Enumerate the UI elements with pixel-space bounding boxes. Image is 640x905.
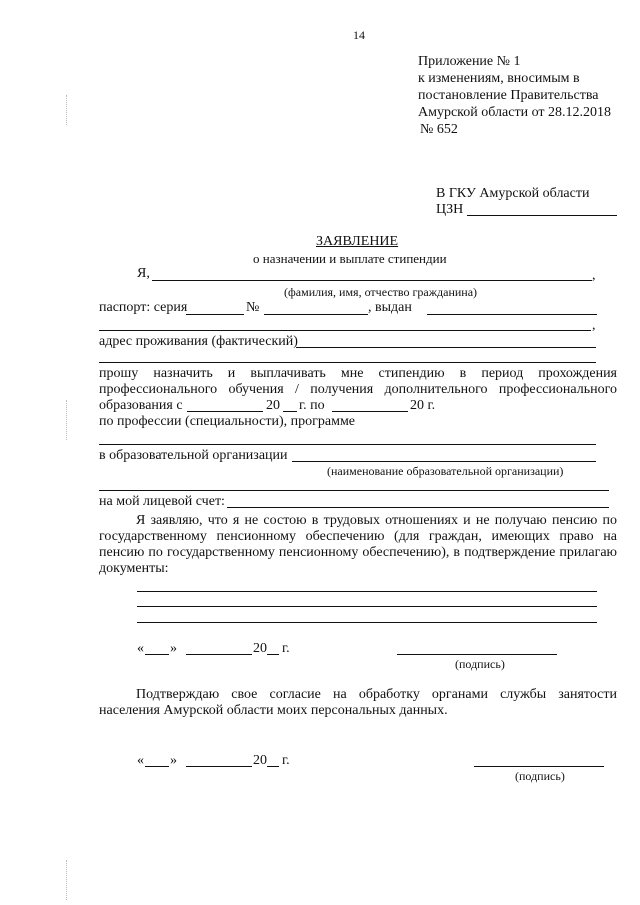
issued-by-field[interactable] [427, 314, 597, 315]
day-field[interactable] [145, 766, 169, 767]
comma: , [592, 268, 596, 283]
passport-series-field[interactable] [186, 314, 244, 315]
signature-caption: (подпись) [515, 769, 565, 783]
profession-field[interactable] [99, 444, 596, 445]
address-field-2[interactable] [99, 362, 596, 363]
scan-mark [66, 860, 69, 900]
account-field[interactable] [227, 507, 609, 508]
scan-mark [66, 400, 69, 440]
documents-field-2[interactable] [137, 606, 597, 607]
year-field[interactable] [267, 766, 279, 767]
consent-line-2: населения Амурской области моих персональных данных. [99, 703, 448, 718]
appendix-line-2: к изменениям, вносимым в [418, 71, 580, 86]
date-close-quote: » [170, 753, 177, 768]
passport-number-field[interactable] [264, 314, 368, 315]
scan-mark [66, 95, 69, 125]
appendix-line-5: № 652 [420, 122, 458, 137]
organization-field[interactable] [292, 461, 596, 462]
organization-label: в образовательной организации [99, 448, 288, 463]
organization-field-2[interactable] [99, 490, 609, 491]
page-number: 14 [353, 28, 365, 42]
fio-field[interactable] [152, 280, 592, 281]
year-from-field[interactable] [283, 411, 297, 412]
account-label: на мой лицевой счет: [99, 494, 225, 509]
fio-caption: (фамилия, имя, отчество гражданина) [284, 285, 478, 299]
date-open-quote: « [137, 753, 144, 768]
declaration-line-4: документы: [99, 561, 169, 576]
documents-field-1[interactable] [137, 591, 597, 592]
address-field[interactable] [296, 347, 596, 348]
date-g: г. [282, 641, 290, 656]
declaration-line-3: пенсию по государственному пенсионному обеспечению), в подтверждение прилагаю [99, 545, 617, 560]
issued-label: , выдан [368, 300, 412, 315]
documents-field-3[interactable] [137, 622, 597, 623]
date-close-quote: » [170, 641, 177, 656]
document-title: ЗАЯВЛЕНИЕ [316, 234, 399, 249]
date-year-20: 20 [253, 753, 267, 768]
appendix-line-3: постановление Правительства [418, 88, 599, 103]
signature-field[interactable] [397, 654, 557, 655]
profession-label: по профессии (специальности), программе [99, 414, 356, 429]
addressee-line-2: ЦЗН [436, 202, 464, 217]
document-subtitle: о назначении и выплате стипендии [253, 251, 447, 266]
month-field[interactable] [186, 766, 252, 767]
issued-by-field-2[interactable] [99, 330, 591, 331]
date-to-field[interactable] [332, 411, 408, 412]
appendix-line-4: Амурской области от 28.12.2018 [418, 105, 611, 120]
request-line-1: прошу назначить и выплачивать мне стипендию в период прохождения [99, 366, 617, 381]
i-label: Я, [137, 266, 150, 281]
address-label: адрес проживания (фактический) [99, 334, 298, 349]
month-field[interactable] [186, 654, 252, 655]
request-date-from-label: образования с [99, 398, 183, 413]
passport-series-label: паспорт: серия [99, 300, 188, 315]
year-field[interactable] [267, 654, 279, 655]
addressee-line-1: В ГКУ Амурской области [436, 186, 590, 201]
request-date-to-label: г. по [299, 398, 325, 413]
day-field[interactable] [145, 654, 169, 655]
date-open-quote: « [137, 641, 144, 656]
signature-field[interactable] [474, 766, 604, 767]
request-line-2: профессионального обучения / получения дополнительного профессионального [99, 382, 617, 397]
signature-caption: (подпись) [455, 657, 505, 671]
date-from-field[interactable] [187, 411, 263, 412]
comma: , [592, 318, 596, 333]
date-year-20: 20 [253, 641, 267, 656]
request-year-to: 20 г. [410, 398, 436, 413]
declaration-line-2: государственному пенсионному обеспечению (для граждан, имеющих право на [99, 529, 617, 544]
passport-number-label: № [246, 300, 260, 315]
consent-line-1: Подтверждаю свое согласие на обработку органами службы занятости [136, 687, 617, 702]
appendix-line-1: Приложение № 1 [418, 54, 521, 69]
czn-field[interactable] [467, 215, 617, 216]
organization-caption: (наименование образовательной организации) [327, 464, 564, 478]
declaration-line-1: Я заявляю, что я не состою в трудовых отношениях и не получаю пенсию по [136, 513, 617, 528]
date-g: г. [282, 753, 290, 768]
request-year-20: 20 [266, 398, 280, 413]
